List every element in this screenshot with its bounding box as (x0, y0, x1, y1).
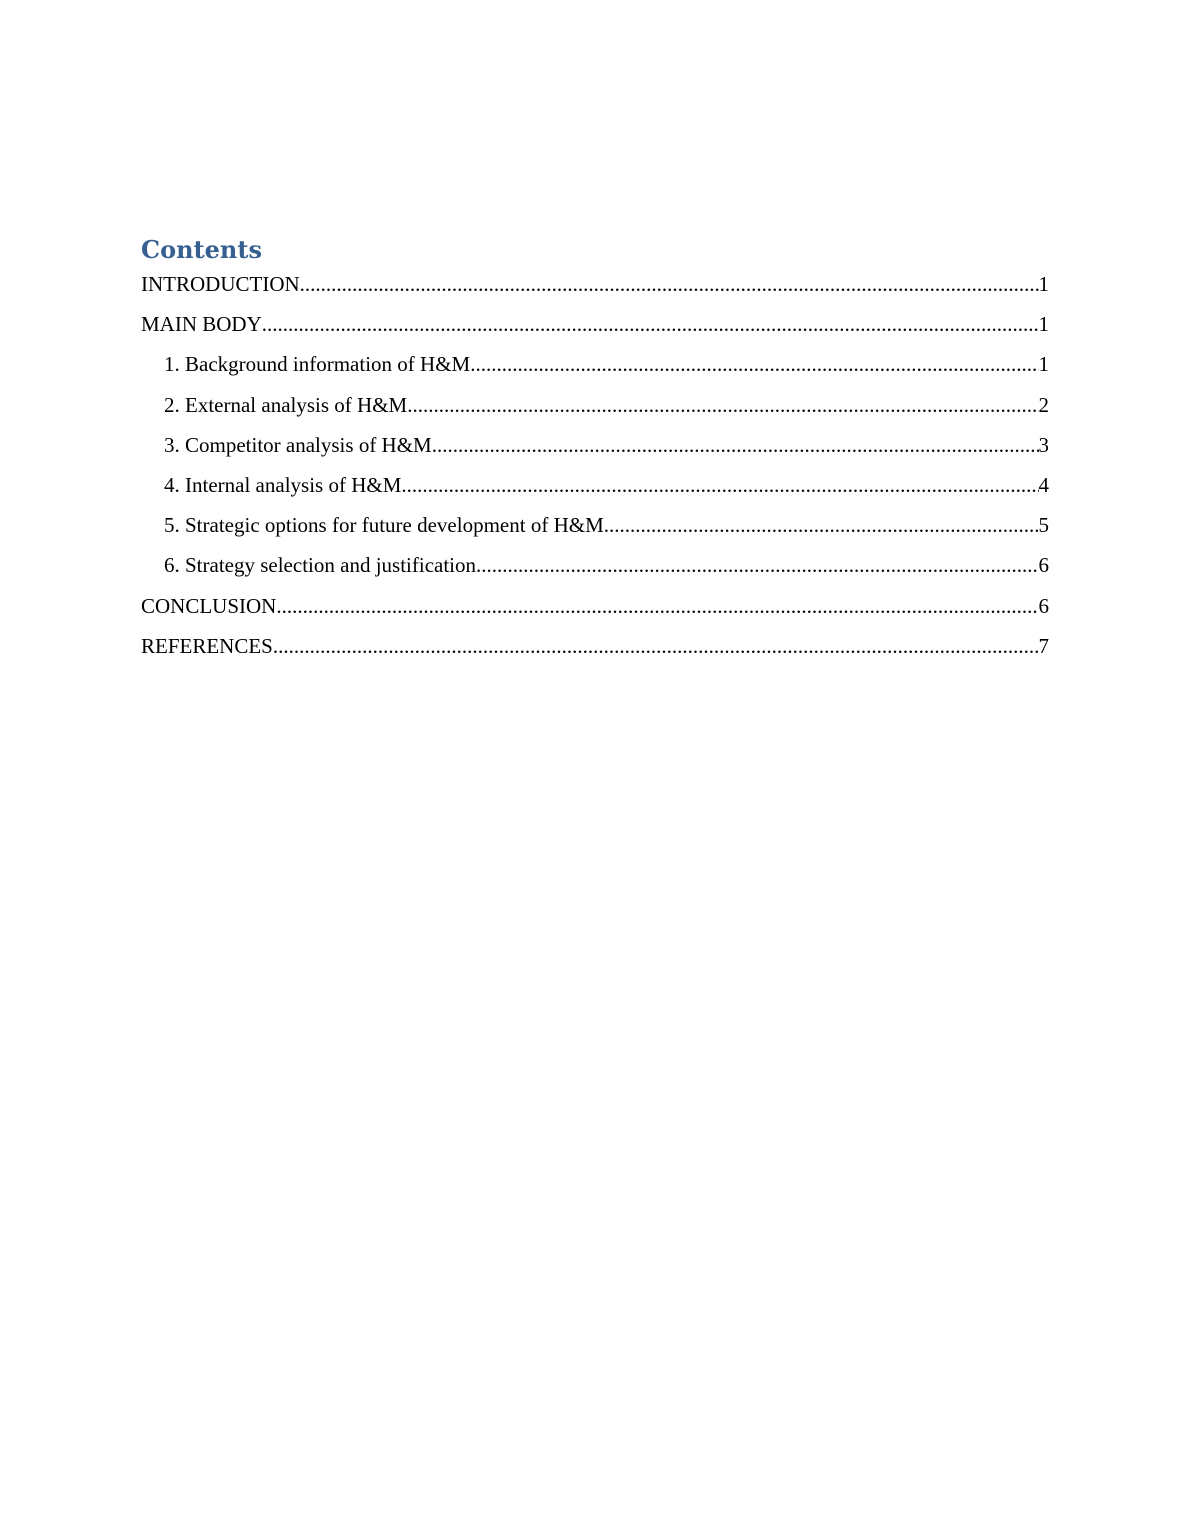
toc-dot-leader (470, 349, 1038, 379)
toc-entry-page: 6 (1038, 553, 1049, 578)
toc-dot-leader (262, 309, 1039, 339)
toc-entry-introduction[interactable] (141, 269, 1049, 309)
toc-entry-page: 1 (1038, 352, 1049, 377)
toc-entry-label: MAIN BODY (141, 312, 262, 337)
toc-entry-strategic-options[interactable] (141, 510, 1049, 550)
toc-entry-label: CONCLUSION (141, 593, 277, 618)
toc-dot-leader (407, 390, 1038, 420)
toc-dot-leader (273, 631, 1039, 661)
toc-entry-external-analysis[interactable] (141, 390, 1049, 430)
toc-entry-page: 7 (1038, 633, 1049, 658)
toc-entry-internal-analysis[interactable] (141, 470, 1049, 510)
toc-title: Contents (141, 235, 262, 264)
toc-entry-label: REFERENCES (141, 633, 273, 658)
toc-dot-leader (276, 591, 1038, 621)
toc-entry-label: 2. External analysis of H&M (164, 392, 408, 417)
toc-entry-references[interactable] (141, 631, 1049, 671)
toc-entry-label: 6. Strategy selection and justification (164, 553, 477, 578)
table-of-contents (141, 233, 1049, 671)
toc-entry-label: 4. Internal analysis of H&M (164, 472, 402, 497)
toc-entry-competitor-analysis[interactable] (141, 430, 1049, 470)
toc-list (141, 269, 1049, 671)
toc-entry-page: 3 (1038, 432, 1049, 457)
toc-entry-page: 6 (1038, 593, 1049, 618)
toc-entry-conclusion[interactable] (141, 591, 1049, 631)
toc-entry-main-body[interactable] (141, 309, 1049, 349)
toc-entry-label: INTRODUCTION (141, 272, 300, 296)
toc-dot-leader (300, 269, 1039, 299)
toc-entry-strategy-selection[interactable] (141, 550, 1049, 590)
toc-entry-page: 4 (1038, 472, 1049, 497)
toc-dot-leader (476, 550, 1038, 580)
toc-dot-leader (432, 430, 1039, 460)
toc-entry-label: 3. Competitor analysis of H&M (164, 432, 432, 457)
toc-entry-page: 5 (1038, 513, 1049, 538)
toc-entry-page: 1 (1038, 272, 1049, 296)
toc-entry-label: 1. Background information of H&M (164, 352, 471, 377)
toc-dot-leader (604, 510, 1039, 540)
toc-entry-page: 1 (1038, 312, 1049, 337)
toc-dot-leader (401, 470, 1038, 500)
toc-entry-label: 5. Strategic options for future development of H&M (164, 513, 604, 538)
toc-entry-background-information[interactable] (141, 349, 1049, 389)
toc-entry-page: 2 (1038, 392, 1049, 417)
